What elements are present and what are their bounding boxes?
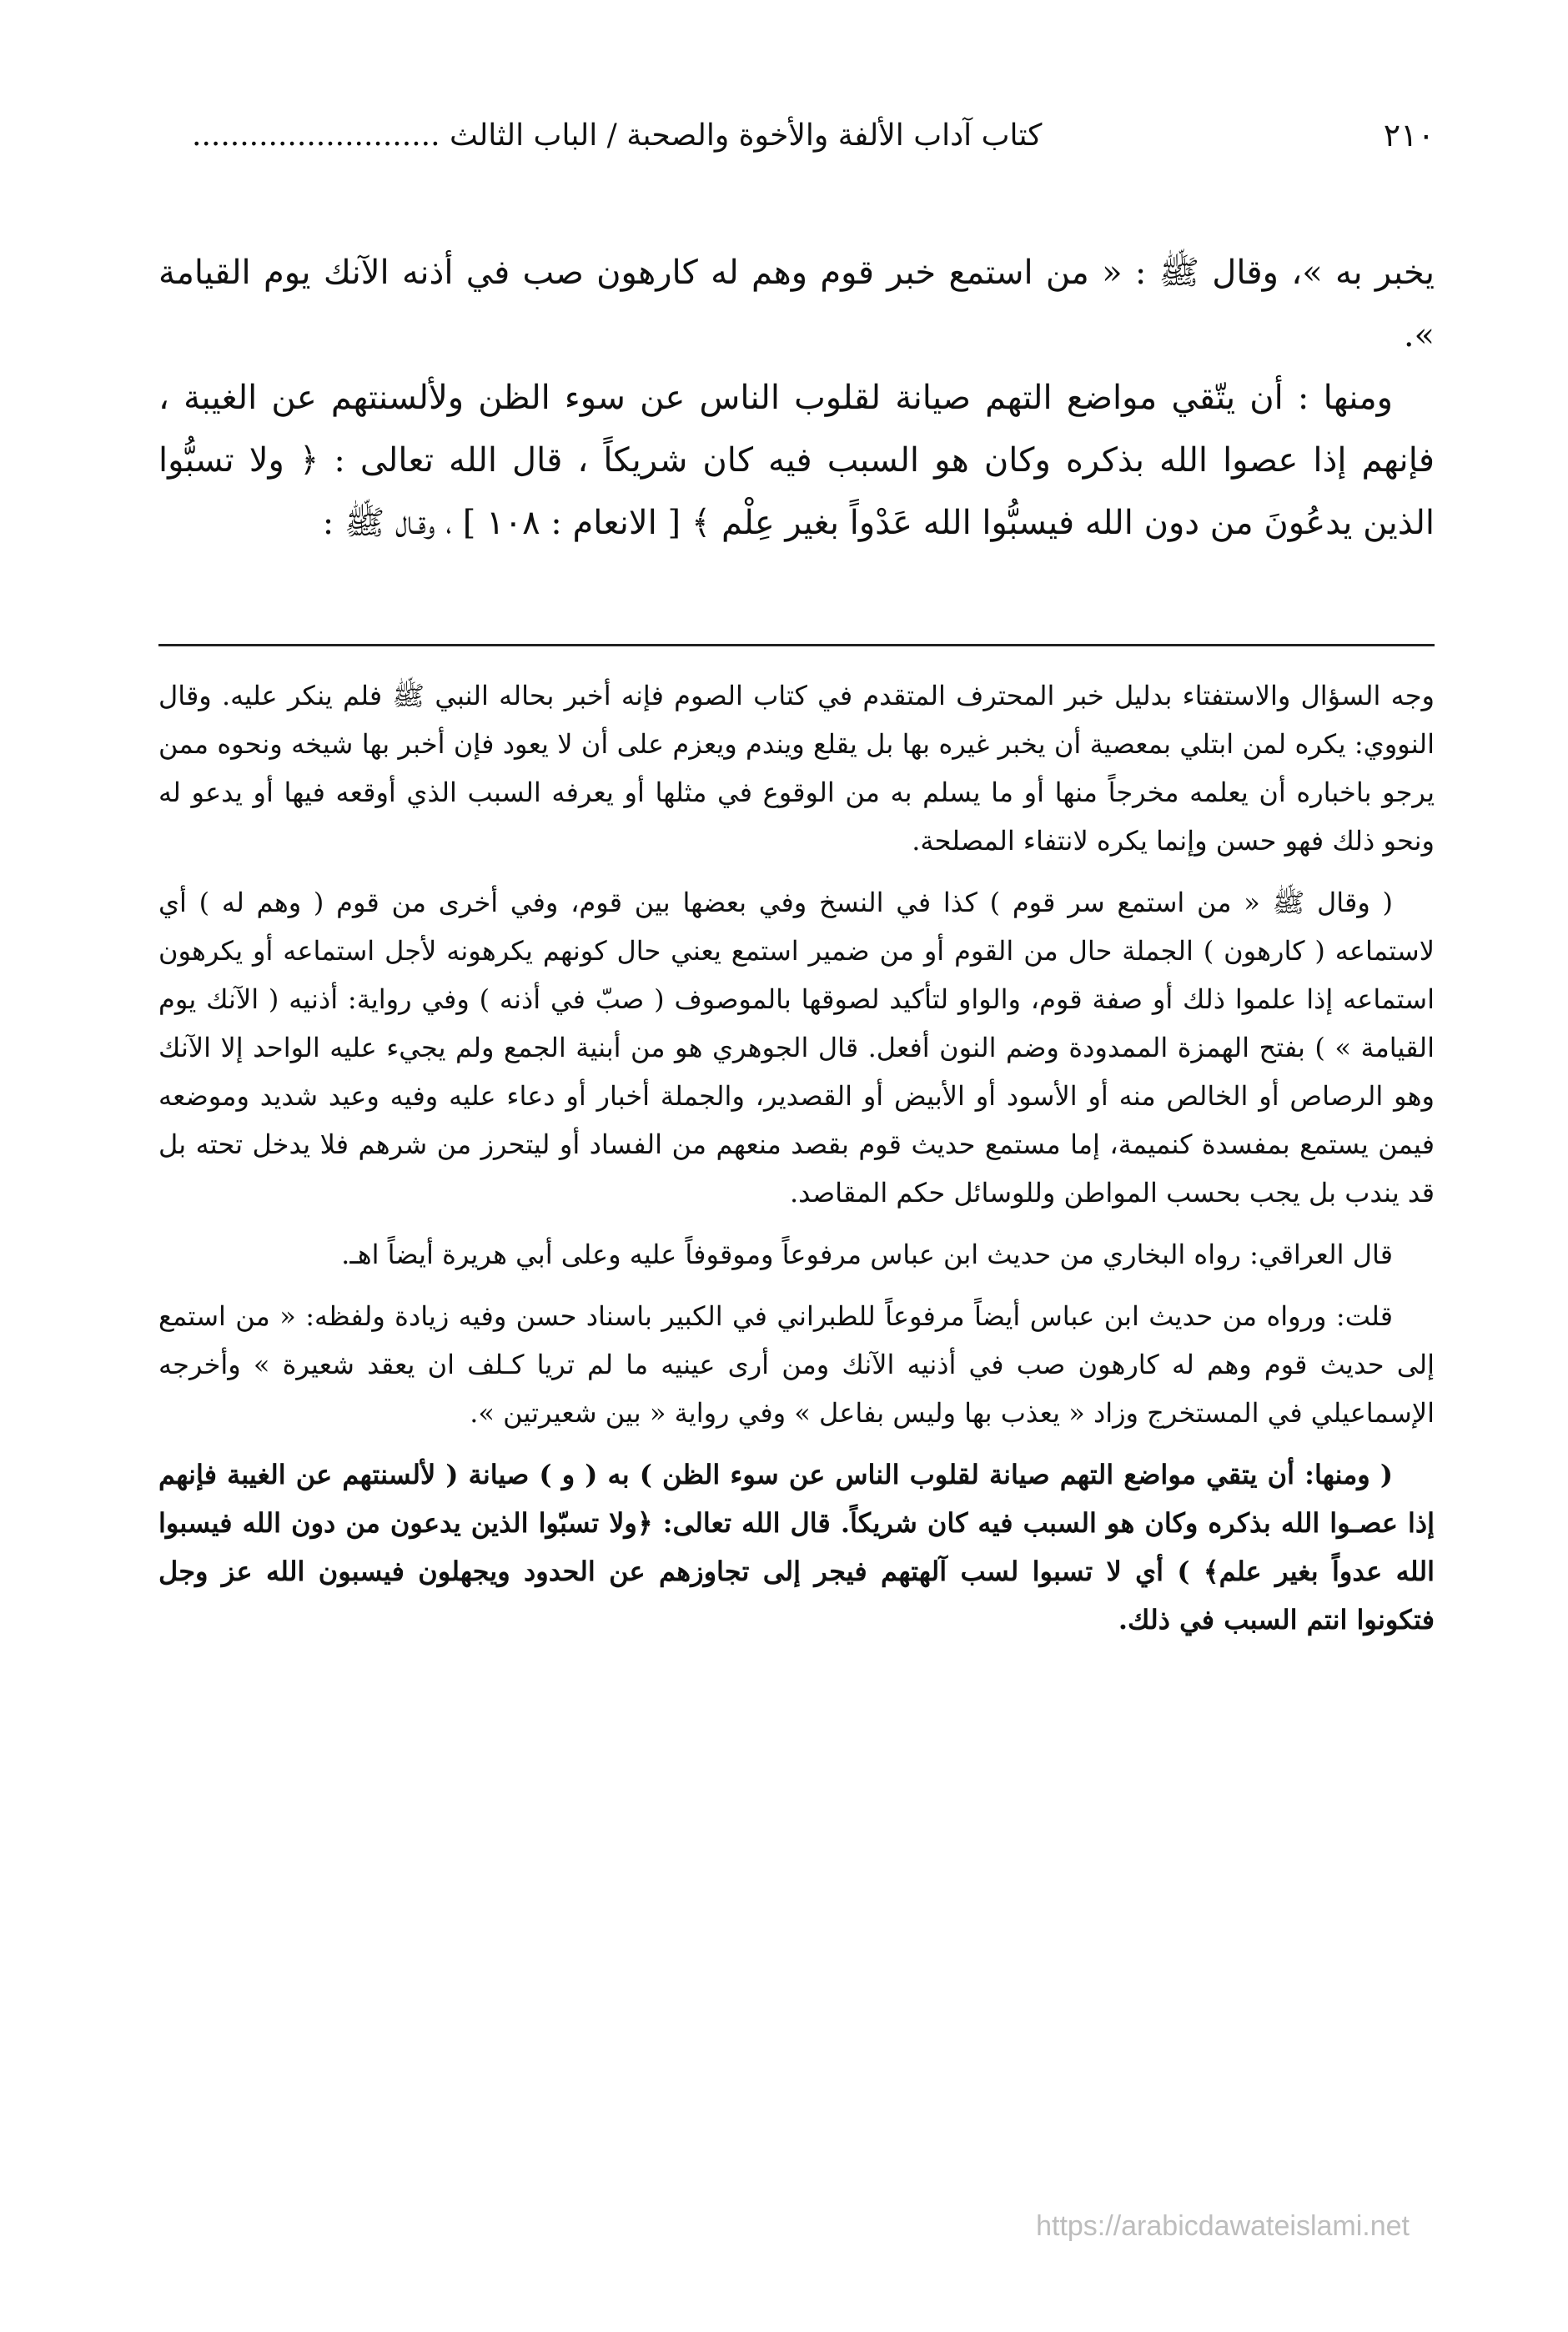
main-text [158, 242, 1435, 555]
commentary-paragraph-1: وجه السؤال والاستفتاء بدليل خبر المحترف المتقدم في كتاب الصوم فإنه أخبر بحاله النبي ﷺ فلم ينكر عليه. وقال النووي: يكره لمن ابتلي بمعصية أن يخبر غيره بها بل يقلع ويندم ويعزم على أن لا يعود فإن أخبر بها شيخه ونحوه ممن يرجو باخباره أن يعلمه مخرجاً منها أو ما يسلم به من الوقوع في مثلها أو يعرفه السبب الذي أوقعه فيها أو يدعو له ونحو ذلك فهو حسن وإنما يكره لانتفاء المصلحة. [158, 680, 1435, 857]
page-number: ٢١٠ [1383, 117, 1435, 153]
commentary-paragraph-3: قال العراقي: رواه البخاري من حديث ابن عباس مرفوعاً وموقوفاً عليه وعلى أبي هريرة أيضاً اهـ. [341, 1239, 1393, 1270]
commentary-paragraph-5: ( ومنها: أن يتقي مواضع التهم صيانة لقلوب الناس عن سوء الظن ) به ( و ) صيانة ( لألسنتهم عن الغيبة فإنهم إذا عصـوا الله بذكره وكان هو السبب فيه كان شريكاً. قال الله تعالى: ﴿ولا تسبّوا الذين يدعون من دون الله فيسبوا الله عدواً بغير علم﴾ ) أي لا تسبوا لسب آلهتهم فيجر إلى تجاوزهم عن الحدود ويجهلون فيسبون الله عز وجل فتكونوا انتم السبب في ذلك. [158, 1459, 1435, 1636]
commentary-paragraph-2: ( وقال ﷺ « من استمع سر قوم ) كذا في النسخ وفي بعضها بين قوم، وفي أخرى من قوم ( وهم له ) أي لاستماعه ( كارهون ) الجملة حال من القوم أو من ضمير استمع يعني حال كونهم يكرهونه لأجل استماعه أو يكرهون استماعه إذا علموا ذلك أو صفة قوم، والواو لتأكيد لصوقها بالموصوف ( صبّ في أذنه ) وفي رواية: أذنيه ( الآنك يوم القيامة » ) بفتح الهمزة الممدودة وضم النون أفعل. قال الجوهري هو من أبنية الجمع ولم يجيء عليه الواحد إلا الآنك وهو الرصاص أو الخالص منه أو الأسود أو الأبيض أو القصدير، والجملة أخبار أو دعاء عليه وفيه وعيد شديد وموضعه فيمن يستمع بمفسدة كنميمة، إما مستمع حديث قوم بقصد منعهم من الفساد أو ليتحرز من شرهم فلا يدخل تحته بل قد يندب بل يجب بحسب المواطن وللوسائل حكم المقاصد. [158, 887, 1435, 1209]
running-title-wrap [175, 118, 1042, 153]
running-title: كتاب آداب الألفة والأخوة والصحبة / الباب الثالث [449, 118, 1043, 153]
watermark-url: https://arabicdawateislami.net [1036, 2210, 1410, 2242]
commentary [158, 671, 1435, 1644]
page-header [175, 117, 1435, 153]
header-dots: .......................... [192, 118, 440, 153]
separator-rule [158, 644, 1435, 646]
main-paragraph-2: ومنها : أن يتّقي مواضع التهم صيانة لقلوب الناس عن سوء الظن ولألسنتهم عن الغيبة ، فإنهم إذا عصوا الله بذكره وكان هو السبب فيه كان شريكاً ، قال الله تعالى : ﴿ ولا تسبُّوا الذين يدعُونَ من دون الله فيسبُّوا الله عَدْواً بغير عِلْم ﴾ [ الانعام : ١٠٨ ] ، وقـال ﷺ : [158, 379, 1435, 542]
main-paragraph-1: يخبر به »، وقال ﷺ : « من استمع خبر قوم وهم له كارهون صب في أذنه الآنك يوم القيامة ». [158, 254, 1435, 354]
commentary-paragraph-4: قلت: ورواه من حديث ابن عباس أيضاً مرفوعاً للطبراني في الكبير باسناد حسن وفيه زيادة ولفظه: « من استمع إلى حديث قوم وهم له كارهون صب في أذنيه الآنك ومن أرى عينيه ما لم تريا كـلف ان يعقد شعيرة » وأخرجه الإسماعيلي في المستخرج وزاد « يعذب بها وليس بفاعل » وفي رواية « بين شعيرتين ». [158, 1300, 1435, 1429]
